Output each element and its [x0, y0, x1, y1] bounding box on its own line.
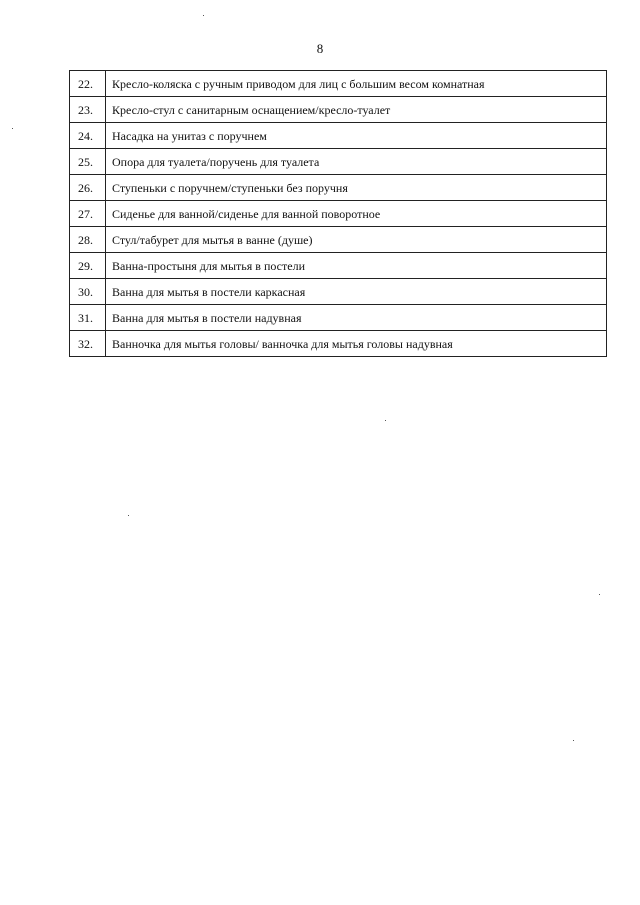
row-text: Ступеньки с поручнем/ступеньки без поручня [106, 175, 607, 201]
row-text: Кресло-коляска с ручным приводом для лиц с большим весом комнатная [106, 71, 607, 97]
table-row [70, 305, 607, 331]
row-number: 23. [70, 97, 106, 123]
row-text: Опора для туалета/поручень для туалета [106, 149, 607, 175]
row-text: Сиденье для ванной/сиденье для ванной поворотное [106, 201, 607, 227]
table-row [70, 331, 607, 357]
row-text: Ванна для мытья в постели каркасная [106, 279, 607, 305]
row-number: 22. [70, 71, 106, 97]
row-number: 26. [70, 175, 106, 201]
table-row [70, 253, 607, 279]
row-text: Ванна для мытья в постели надувная [106, 305, 607, 331]
row-number: 29. [70, 253, 106, 279]
table-row [70, 227, 607, 253]
row-number: 27. [70, 201, 106, 227]
scan-speck [599, 594, 600, 595]
row-text: Кресло-стул с санитарным оснащением/кресло-туалет [106, 97, 607, 123]
row-number: 24. [70, 123, 106, 149]
row-number: 28. [70, 227, 106, 253]
row-text: Ванночка для мытья головы/ ванночка для мытья головы надувная [106, 331, 607, 357]
row-number: 31. [70, 305, 106, 331]
scan-speck [203, 15, 204, 16]
table-row [70, 175, 607, 201]
table-row [70, 97, 607, 123]
row-text: Ванна-простыня для мытья в постели [106, 253, 607, 279]
table-row [70, 71, 607, 97]
scan-speck [573, 740, 574, 741]
row-text: Насадка на унитаз с поручнем [106, 123, 607, 149]
scan-speck [128, 515, 129, 516]
row-text: Стул/табурет для мытья в ванне (душе) [106, 227, 607, 253]
page-number: 8 [316, 41, 324, 56]
row-number: 32. [70, 331, 106, 357]
scan-speck [385, 420, 386, 421]
table-row [70, 149, 607, 175]
row-number: 25. [70, 149, 106, 175]
table-row [70, 279, 607, 305]
table-row [70, 123, 607, 149]
scan-speck [12, 128, 13, 129]
table-row [70, 201, 607, 227]
row-number: 30. [70, 279, 106, 305]
device-list-table [69, 70, 607, 357]
